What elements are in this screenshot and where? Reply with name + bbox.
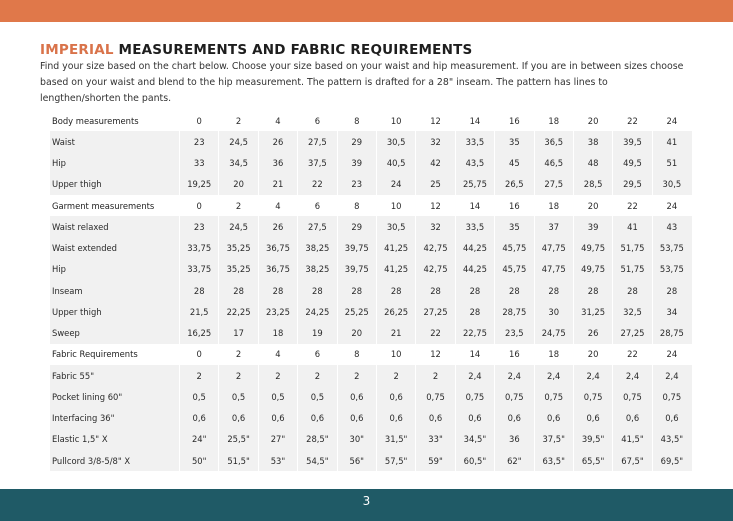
table-row [50, 450, 692, 471]
row-label: Pullcord 3/8-5/8" X [52, 455, 131, 466]
table-cell: 22,25 [218, 301, 257, 322]
table-cell: 25,5" [218, 429, 257, 450]
table-cell: 24,5 [218, 216, 257, 237]
size-header-cell: 16 [494, 195, 533, 216]
table-cell: 26,5 [494, 174, 533, 195]
table-cell: 22 [415, 323, 454, 344]
size-header-cell: 10 [376, 344, 415, 365]
table-cell: 27,5 [297, 131, 336, 152]
table-cell: 30,5 [376, 131, 415, 152]
table-cell: 30,5 [376, 216, 415, 237]
size-header-cell: 20 [573, 195, 612, 216]
table-cell: 0,6 [415, 408, 454, 429]
table-cell: 32 [415, 216, 454, 237]
table-cell: 45,75 [494, 238, 533, 259]
table-cell: 39,5" [573, 429, 612, 450]
table-row [50, 365, 692, 386]
size-header-cell: 22 [612, 344, 651, 365]
table-cell: 0,6 [376, 386, 415, 407]
table-cell: 0,75 [534, 386, 573, 407]
row-label: Pocket lining 60" [52, 391, 123, 402]
table-row [50, 238, 692, 259]
size-header-cell: 10 [376, 195, 415, 216]
table-cell: 46,5 [534, 153, 573, 174]
table-cell: 2,4 [652, 365, 691, 386]
table-cell: 28 [179, 280, 218, 301]
size-header-cell: 4 [258, 195, 297, 216]
table-cell: 53,75 [652, 259, 691, 280]
table-cell: 31,25 [573, 301, 612, 322]
table-cell: 42 [415, 153, 454, 174]
table-cell: 23,5 [494, 323, 533, 344]
table-row [50, 216, 692, 237]
size-header-cell: 18 [534, 344, 573, 365]
table-cell: 28 [534, 280, 573, 301]
table-cell: 36,75 [258, 238, 297, 259]
table-cell: 28 [337, 280, 376, 301]
table-cell: 27,25 [612, 323, 651, 344]
table-row [50, 408, 692, 429]
table-cell: 22 [297, 174, 336, 195]
row-label: Waist extended [52, 243, 118, 254]
table-cell: 0,6 [179, 408, 218, 429]
table-cell: 36,75 [258, 259, 297, 280]
table-cell: 2 [376, 365, 415, 386]
table-cell: 51,75 [612, 238, 651, 259]
table-cell: 0,6 [455, 408, 494, 429]
table-cell: 45,75 [494, 259, 533, 280]
table-cell: 49,75 [573, 238, 612, 259]
size-header-cell: 20 [573, 344, 612, 365]
table-cell: 34 [652, 301, 691, 322]
size-header-cell: 4 [258, 344, 297, 365]
table-cell: 33,75 [179, 259, 218, 280]
table-cell: 26 [573, 323, 612, 344]
table-cell: 33,5 [455, 131, 494, 152]
size-header-cell: 2 [218, 110, 257, 131]
table-cell: 51,75 [612, 259, 651, 280]
table-row [50, 301, 692, 322]
table-cell: 2 [297, 365, 336, 386]
table-cell: 32 [415, 131, 454, 152]
table-cell: 0,6 [612, 408, 651, 429]
table-cell: 0,6 [376, 408, 415, 429]
table-cell: 2,4 [573, 365, 612, 386]
table-cell: 2,4 [612, 365, 651, 386]
table-cell: 20 [337, 323, 376, 344]
table-cell: 16,25 [179, 323, 218, 344]
table-cell: 28,5 [573, 174, 612, 195]
table-cell: 0,75 [573, 386, 612, 407]
table-cell: 23 [179, 131, 218, 152]
table-cell: 28,5" [297, 429, 336, 450]
table-cell: 20 [218, 174, 257, 195]
row-label: Upper thigh [52, 306, 102, 317]
table-cell: 33" [415, 429, 454, 450]
size-header-cell: 24 [652, 110, 691, 131]
row-label: Waist relaxed [52, 221, 109, 232]
table-cell: 51 [652, 153, 691, 174]
row-label: Waist [52, 136, 75, 147]
table-row [50, 174, 692, 195]
row-label: Hip [52, 158, 66, 169]
table-cell: 36 [258, 153, 297, 174]
table-cell: 44,25 [455, 259, 494, 280]
table-cell: 33,5 [455, 216, 494, 237]
table-cell: 2 [258, 365, 297, 386]
table-cell: 39,5 [612, 131, 651, 152]
intro-paragraph: Find your size based on the chart below. Choose your size based on your waist and hip measurement. If you are in between sizes choose based on your waist and blend to the hip measurement. The pattern is drafted for a 28" inseam. The pattern has lines to lengthen/shorten the pants. [40, 61, 684, 104]
table-cell: 28 [494, 280, 533, 301]
table-cell: 2 [337, 365, 376, 386]
size-header-cell: 24 [652, 195, 691, 216]
table-cell: 0,6 [534, 408, 573, 429]
table-cell: 2,4 [534, 365, 573, 386]
table-cell: 19,25 [179, 174, 218, 195]
table-cell: 39,75 [337, 259, 376, 280]
table-cell: 33,75 [179, 238, 218, 259]
table-cell: 35,25 [218, 238, 257, 259]
table-cell: 25 [415, 174, 454, 195]
table-cell: 27,5 [534, 174, 573, 195]
size-header-cell: 0 [179, 110, 218, 131]
table-cell: 0,5 [179, 386, 218, 407]
table-cell: 49,5 [612, 153, 651, 174]
table-cell: 33 [179, 153, 218, 174]
table-cell: 47,75 [534, 238, 573, 259]
table-cell: 35 [494, 216, 533, 237]
table-cell: 27,5 [297, 216, 336, 237]
table-cell: 24,25 [297, 301, 336, 322]
size-header-cell: 2 [218, 195, 257, 216]
table-cell: 28 [455, 280, 494, 301]
table-cell: 41,25 [376, 259, 415, 280]
table-cell: 37,5" [534, 429, 573, 450]
title-rest: MEASUREMENTS AND FABRIC REQUIREMENTS [113, 42, 473, 58]
table-cell: 0,75 [652, 386, 691, 407]
table-cell: 26 [258, 216, 297, 237]
table-cell: 29 [337, 216, 376, 237]
table-cell: 42,75 [415, 238, 454, 259]
table-cell: 17 [218, 323, 257, 344]
table-cell: 27" [258, 429, 297, 450]
table-cell: 56" [337, 450, 376, 471]
size-header-cell: 8 [337, 110, 376, 131]
size-header-cell: 22 [612, 195, 651, 216]
table-cell: 19 [297, 323, 336, 344]
table-row [50, 259, 692, 280]
table-cell: 38,25 [297, 238, 336, 259]
table-cell: 34,5 [218, 153, 257, 174]
table-cell: 0,5 [258, 386, 297, 407]
table-cell: 28 [573, 280, 612, 301]
size-header-cell: 12 [415, 344, 454, 365]
size-header-cell: 16 [494, 344, 533, 365]
size-header-cell: 14 [455, 195, 494, 216]
page-title [40, 42, 472, 58]
table-cell: 32,5 [612, 301, 651, 322]
table-cell: 0,6 [337, 408, 376, 429]
row-label: Hip [52, 264, 66, 275]
table-cell: 28,75 [652, 323, 691, 344]
row-label: Interfacing 36" [52, 413, 115, 424]
title-accent: IMPERIAL [40, 42, 114, 58]
table-cell: 0,75 [455, 386, 494, 407]
table-cell: 0,6 [258, 408, 297, 429]
size-header-cell: 18 [534, 110, 573, 131]
table-cell: 2 [179, 365, 218, 386]
table-cell: 0,6 [297, 408, 336, 429]
table-cell: 41 [652, 131, 691, 152]
table-cell: 28 [218, 280, 257, 301]
table-cell: 2 [218, 365, 257, 386]
table-cell: 28 [455, 301, 494, 322]
size-header-cell: 2 [218, 344, 257, 365]
table-cell: 38,25 [297, 259, 336, 280]
size-header-cell: 4 [258, 110, 297, 131]
table-cell: 0,6 [337, 386, 376, 407]
size-header-cell: 22 [612, 110, 651, 131]
table-cell: 41 [612, 216, 651, 237]
table-cell: 27,25 [415, 301, 454, 322]
size-header-cell: 6 [297, 344, 336, 365]
table-row [50, 429, 692, 450]
table-cell: 0,6 [573, 408, 612, 429]
size-header-cell: 14 [455, 110, 494, 131]
table-cell: 0,6 [218, 408, 257, 429]
top-color-band [0, 0, 733, 22]
table-cell: 43 [652, 216, 691, 237]
table-cell: 24,5 [218, 131, 257, 152]
table-cell: 26,25 [376, 301, 415, 322]
section-header-row [50, 110, 692, 131]
table-cell: 28 [415, 280, 454, 301]
row-label: Sweep [52, 328, 80, 339]
table-cell: 30 [534, 301, 573, 322]
table-cell: 23,25 [258, 301, 297, 322]
table-cell: 25,75 [455, 174, 494, 195]
table-cell: 25,25 [337, 301, 376, 322]
table-cell: 51,5" [218, 450, 257, 471]
section-header-row [50, 344, 692, 365]
table-cell: 30" [337, 429, 376, 450]
table-cell: 60,5" [455, 450, 494, 471]
table-cell: 34,5" [455, 429, 494, 450]
section-header-label: Body measurements [52, 115, 139, 126]
table-cell: 24" [179, 429, 218, 450]
table-cell: 28 [258, 280, 297, 301]
table-cell: 0,6 [494, 408, 533, 429]
row-label: Fabric 55" [52, 370, 95, 381]
table-cell: 38 [573, 131, 612, 152]
size-header-cell: 10 [376, 110, 415, 131]
page-number: 3 [362, 494, 371, 508]
table-cell: 23 [179, 216, 218, 237]
table-cell: 36 [494, 429, 533, 450]
row-label: Elastic 1,5" X [52, 434, 108, 445]
table-cell: 43,5" [652, 429, 691, 450]
section-header-row [50, 195, 692, 216]
table-cell: 48 [573, 153, 612, 174]
table-cell: 41,25 [376, 238, 415, 259]
table-cell: 24 [376, 174, 415, 195]
table-cell: 65,5" [573, 450, 612, 471]
table-cell: 40,5 [376, 153, 415, 174]
size-header-cell: 12 [415, 195, 454, 216]
table-cell: 23 [337, 174, 376, 195]
table-cell: 0,75 [612, 386, 651, 407]
table-cell: 31,5" [376, 429, 415, 450]
row-label: Upper thigh [52, 179, 102, 190]
table-cell: 45 [494, 153, 533, 174]
table-cell: 36,5 [534, 131, 573, 152]
table-cell: 0,75 [415, 386, 454, 407]
table-cell: 21 [258, 174, 297, 195]
section-header-label: Fabric Requirements [52, 349, 138, 360]
table-cell: 2,4 [455, 365, 494, 386]
table-cell: 18 [258, 323, 297, 344]
table-cell: 29,5 [612, 174, 651, 195]
table-cell: 37,5 [297, 153, 336, 174]
table-cell: 28 [297, 280, 336, 301]
table-cell: 50" [179, 450, 218, 471]
table-cell: 28 [376, 280, 415, 301]
table-cell: 59" [415, 450, 454, 471]
table-row [50, 153, 692, 174]
size-header-cell: 12 [415, 110, 454, 131]
table-cell: 62" [494, 450, 533, 471]
table-cell: 30,5 [652, 174, 691, 195]
table-cell: 39 [337, 153, 376, 174]
table-cell: 0,5 [297, 386, 336, 407]
size-header-cell: 8 [337, 195, 376, 216]
table-cell: 0,75 [494, 386, 533, 407]
table-cell: 22,75 [455, 323, 494, 344]
table-cell: 44,25 [455, 238, 494, 259]
table-cell: 28,75 [494, 301, 533, 322]
table-cell: 2,4 [494, 365, 533, 386]
table-cell: 2 [415, 365, 454, 386]
table-cell: 42,75 [415, 259, 454, 280]
size-header-cell: 18 [534, 195, 573, 216]
size-header-cell: 8 [337, 344, 376, 365]
table-row [50, 323, 692, 344]
size-header-cell: 0 [179, 195, 218, 216]
size-header-cell: 6 [297, 110, 336, 131]
table-row [50, 386, 692, 407]
size-header-cell: 20 [573, 110, 612, 131]
size-header-cell: 6 [297, 195, 336, 216]
row-label: Inseam [52, 285, 83, 296]
table-cell: 47,75 [534, 259, 573, 280]
table-cell: 63,5" [534, 450, 573, 471]
size-header-cell: 24 [652, 344, 691, 365]
table-cell: 49,75 [573, 259, 612, 280]
table-cell: 53" [258, 450, 297, 471]
table-cell: 39 [573, 216, 612, 237]
table-cell: 35 [494, 131, 533, 152]
table-cell: 0,5 [218, 386, 257, 407]
table-cell: 43,5 [455, 153, 494, 174]
table-cell: 29 [337, 131, 376, 152]
table-cell: 26 [258, 131, 297, 152]
measurement-table [50, 110, 692, 471]
table-cell: 53,75 [652, 238, 691, 259]
table-row [50, 280, 692, 301]
size-header-cell: 16 [494, 110, 533, 131]
table-cell: 21,5 [179, 301, 218, 322]
table-cell: 57,5" [376, 450, 415, 471]
table-cell: 69,5" [652, 450, 691, 471]
table-cell: 21 [376, 323, 415, 344]
size-header-cell: 14 [455, 344, 494, 365]
table-cell: 28 [652, 280, 691, 301]
table-cell: 0,6 [652, 408, 691, 429]
table-cell: 35,25 [218, 259, 257, 280]
table-row [50, 131, 692, 152]
table-cell: 28 [612, 280, 651, 301]
table-cell: 39,75 [337, 238, 376, 259]
size-header-cell: 0 [179, 344, 218, 365]
section-header-label: Garment measurements [52, 200, 155, 211]
table-cell: 41,5" [612, 429, 651, 450]
table-cell: 54,5" [297, 450, 336, 471]
table-cell: 37 [534, 216, 573, 237]
table-cell: 67,5" [612, 450, 651, 471]
table-cell: 24,75 [534, 323, 573, 344]
